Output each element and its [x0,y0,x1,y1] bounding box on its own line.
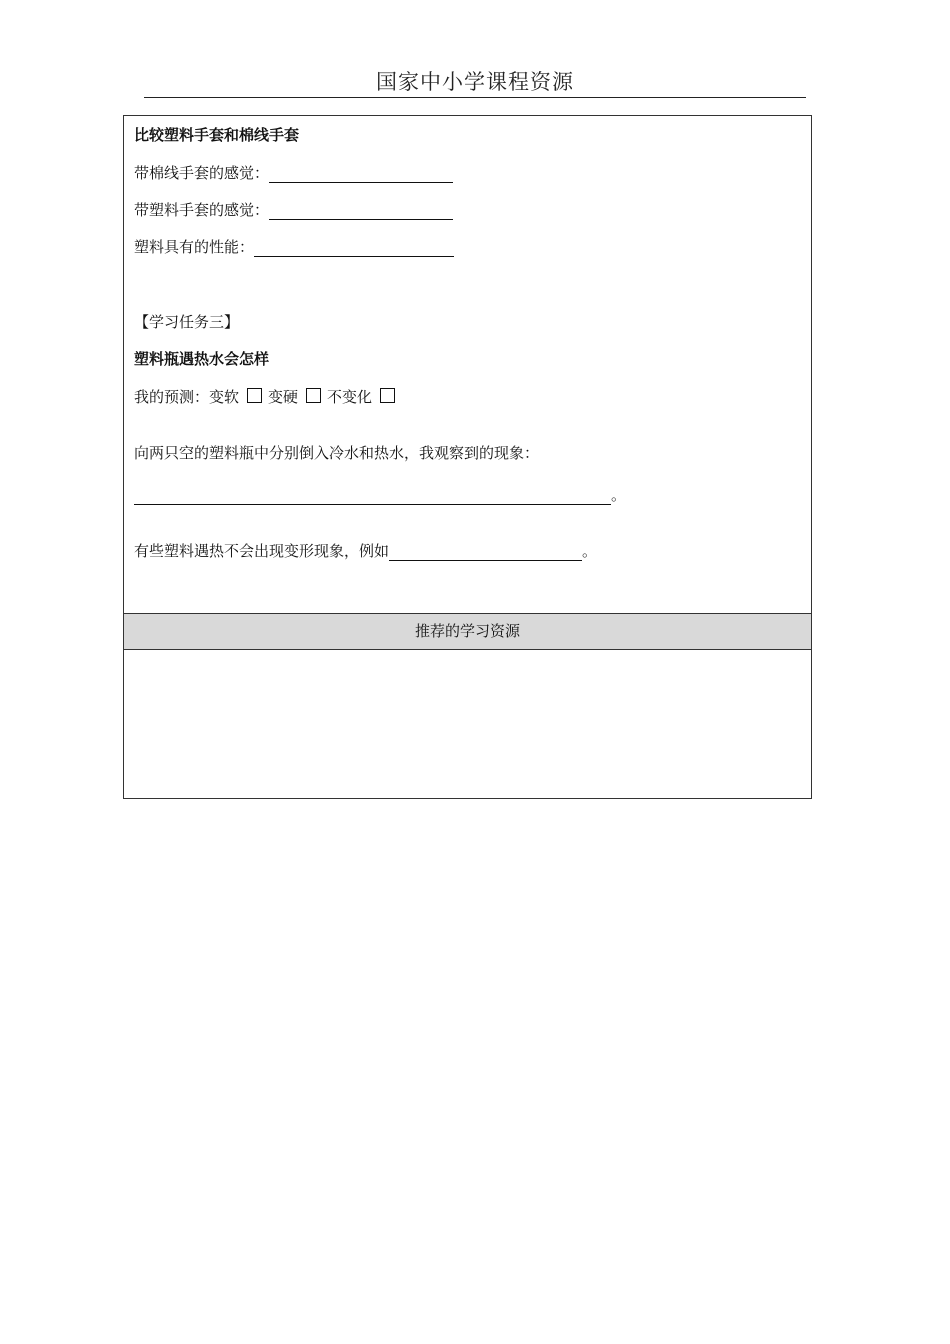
example-period: 。 [582,542,598,560]
prediction-row [134,387,401,407]
prediction-label: 我的预测： [134,388,210,406]
observation-answer-blank[interactable] [134,488,611,505]
plastic-property-question [134,237,454,257]
example-row [134,541,597,561]
task3-heading: 塑料瓶遇热水会怎样 [134,350,270,368]
option-harder-label: 变硬 [268,388,299,406]
worksheet-frame [123,115,812,799]
option-nochange-label: 不变化 [327,388,373,406]
resources-content-area[interactable] [124,650,811,798]
cotton-glove-answer-blank[interactable] [269,166,453,183]
option-softer-label: 变软 [209,388,240,406]
header-rule [144,97,806,98]
example-prompt: 有些塑料遇热不会出现变形现象，例如 [134,542,390,560]
resources-header: 推荐的学习资源 [124,613,811,650]
example-answer-blank[interactable] [389,544,582,561]
cotton-glove-label: 带棉线手套的感觉： [134,164,270,182]
plastic-glove-question [134,200,453,220]
plastic-property-label: 塑料具有的性能： [134,238,255,256]
observation-answer-row [134,485,626,505]
observation-prompt: 向两只空的塑料瓶中分别倒入冷水和热水，我观察到的现象： [134,444,540,462]
plastic-property-answer-blank[interactable] [254,240,454,257]
gloves-heading: 比较塑料手套和棉线手套 [134,126,300,144]
plastic-glove-label: 带塑料手套的感觉： [134,201,270,219]
option-nochange-checkbox[interactable] [380,388,395,403]
observation-period: 。 [611,486,627,504]
page-header-title: 国家中小学课程资源 [376,70,574,94]
task3-label: 【学习任务三】 [134,313,240,331]
plastic-glove-answer-blank[interactable] [269,203,453,220]
option-softer-checkbox[interactable] [247,388,262,403]
cotton-glove-question [134,163,453,183]
option-harder-checkbox[interactable] [306,388,321,403]
